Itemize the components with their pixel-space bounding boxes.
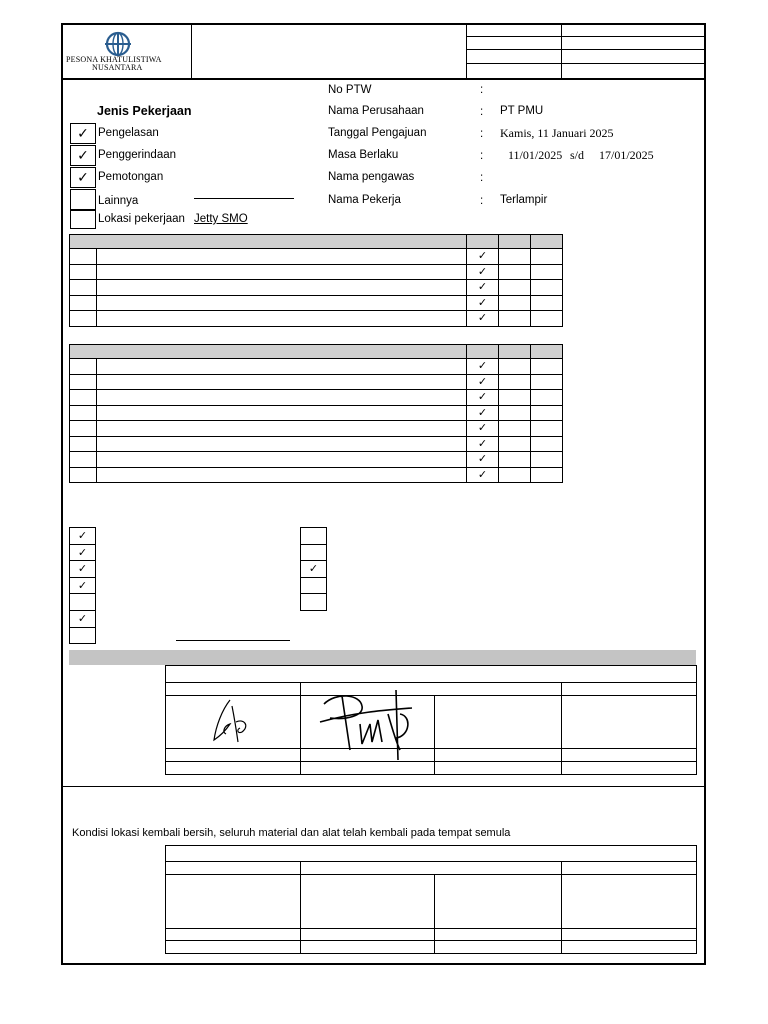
signature-2 [316,684,416,764]
row-check-cell[interactable] [531,452,563,468]
header-row-line-1 [466,36,706,37]
closing-signature-cell-3 [435,875,562,929]
row-number-cell [70,264,97,280]
pengawas-label: Nama pengawas [328,171,415,183]
row-check-cell[interactable]: ✓ [467,249,499,265]
row-check-cell[interactable] [531,467,563,483]
jenis-label-penggerindaan: Penggerindaan [98,149,177,161]
checkbox[interactable]: ✓ [300,560,327,578]
row-item-cell [97,452,467,468]
checkbox[interactable]: ✓ [69,610,96,628]
closing-title-cell [166,846,697,862]
closing-statement: Kondisi lokasi kembali bersih, seluruh material dan alat telah kembali pada tempat semula [72,827,511,839]
row-check-cell[interactable]: ✓ [467,421,499,437]
tanggal-label: Tanggal Pengajuan [328,127,427,139]
table-row [70,359,563,375]
row-item-cell [97,467,467,483]
logo-name-line1: PESONA KHATULISTIWA [66,55,162,64]
masa-from: 11/01/2025 [508,148,563,162]
row-number-cell [70,311,97,327]
row-item-cell [97,421,467,437]
table-row [70,436,563,452]
row-item-cell [97,280,467,296]
row-check-cell[interactable] [499,311,531,327]
signature-1 [208,696,258,748]
checkbox[interactable] [300,544,327,562]
closing-name-3 [435,929,562,941]
row-check-cell[interactable]: ✓ [467,311,499,327]
lokasi-label: Lokasi pekerjaan [98,213,185,225]
row-check-cell[interactable]: ✓ [467,264,499,280]
perusahaan-label: Nama Perusahaan [328,105,424,117]
pekerja-label: Nama Pekerja [328,194,401,206]
table-row [70,390,563,406]
approval-role-3 [562,683,697,696]
closing-signature-cell-2 [301,875,435,929]
checkbox[interactable] [300,577,327,595]
approval-title-cell [166,666,697,683]
table-row [70,405,563,421]
checklist-header-col [499,345,531,359]
approval-role-1 [166,683,301,696]
approval-date-1 [166,762,301,775]
pekerja-colon: : [480,195,484,207]
closing-signature-cell-1 [166,875,301,929]
row-check-cell[interactable] [499,280,531,296]
approval-band [69,650,696,665]
row-check-cell[interactable] [531,280,563,296]
checklist-header-col [531,235,563,249]
row-check-cell[interactable] [499,264,531,280]
row-check-cell[interactable]: ✓ [467,467,499,483]
masa-colon: : [480,150,484,162]
row-number-cell [70,405,97,421]
header-row-line-2 [466,49,706,50]
closing-name-2 [301,929,435,941]
closing-date-2 [301,941,435,954]
approval-date-3 [435,762,562,775]
lokasi-value: Jetty SMO [194,213,248,225]
closing-signature-cell-4 [562,875,697,929]
closing-role-1 [166,862,301,875]
header-divider-3 [561,23,562,78]
row-check-cell[interactable] [499,467,531,483]
jenis-pekerjaan-title: Jenis Pekerjaan [97,104,192,118]
row-check-cell[interactable] [531,405,563,421]
row-check-cell[interactable] [531,249,563,265]
table-row [70,295,563,311]
row-check-cell[interactable] [531,421,563,437]
header-bottom-line [61,78,706,80]
checkbox[interactable]: ✓ [69,527,96,545]
row-check-cell[interactable] [531,374,563,390]
closing-date-1 [166,941,301,954]
perusahaan-colon: : [480,106,484,118]
table-row [70,452,563,468]
row-number-cell [70,452,97,468]
form-frame [61,23,706,965]
row-number-cell [70,359,97,375]
checkbox[interactable] [69,593,96,611]
table-row [70,374,563,390]
checklist-table-2 [69,344,563,483]
table-row [70,264,563,280]
row-check-cell[interactable] [531,436,563,452]
row-check-cell[interactable] [499,249,531,265]
checkbox[interactable]: ✓ [69,577,96,595]
row-item-cell [97,390,467,406]
checklist-header-row [70,235,563,249]
row-check-cell[interactable] [499,295,531,311]
row-check-cell[interactable] [531,359,563,375]
checklist-table-1 [69,234,563,327]
table-row [70,311,563,327]
closing-role-2 [301,862,562,875]
checkbox-lokasi[interactable] [70,210,96,229]
row-check-cell[interactable]: ✓ [467,436,499,452]
approval-name-3 [435,749,562,762]
jenis-label-lainnya: Lainnya [98,195,139,207]
row-item-cell [97,249,467,265]
header-divider-1 [191,23,192,78]
row-check-cell[interactable] [531,390,563,406]
perusahaan-value: PT PMU [500,105,544,117]
row-check-cell[interactable]: ✓ [467,405,499,421]
signature-cell-3 [435,696,562,749]
header-divider-2 [466,23,467,78]
checklist-header-col [467,235,499,249]
row-number-cell [70,280,97,296]
checkbox[interactable]: ✓ [69,544,96,562]
row-check-cell[interactable]: ✓ [467,295,499,311]
checkbox[interactable] [69,627,96,645]
row-item-cell [97,436,467,452]
approval-name-1 [166,749,301,762]
approval-date-4 [562,762,697,775]
signature-cell-4 [562,696,697,749]
masa-label: Masa Berlaku [328,149,399,161]
checklist-header-col [499,235,531,249]
other-fill-line [176,640,290,641]
jenis-label-pemotongan: Pemotongan [98,171,164,183]
checkbox-lainnya[interactable] [70,189,96,210]
checkbox[interactable] [300,593,327,611]
row-check-cell[interactable]: ✓ [467,452,499,468]
pekerja-value: Terlampir [500,194,548,206]
row-item-cell [97,374,467,390]
masa-to: 17/01/2025 [599,148,654,162]
row-check-cell[interactable] [499,421,531,437]
closing-name-1 [166,929,301,941]
row-item-cell [97,311,467,327]
pengawas-colon: : [480,172,484,184]
checkbox[interactable] [300,527,327,545]
table-row [70,467,563,483]
row-number-cell [70,436,97,452]
checkbox-penggerindaan[interactable]: ✓ [70,145,96,166]
row-item-cell [97,264,467,280]
table-row [70,421,563,437]
checklist-header-item [70,235,467,249]
row-check-cell[interactable] [531,311,563,327]
row-number-cell [70,249,97,265]
closing-date-4 [562,941,697,954]
row-check-cell[interactable] [499,405,531,421]
closing-name-4 [562,929,697,941]
row-check-cell[interactable] [531,264,563,280]
closing-divider [61,786,706,787]
checklist-header-col [467,345,499,359]
masa-sep: s/d [570,148,585,162]
row-check-cell[interactable] [499,452,531,468]
row-item-cell [97,405,467,421]
closing-date-3 [435,941,562,954]
checkbox-pengelasan[interactable]: ✓ [70,123,96,144]
row-item-cell [97,295,467,311]
row-check-cell[interactable]: ✓ [467,359,499,375]
no-ptw-colon: : [480,84,484,96]
row-check-cell[interactable] [499,374,531,390]
row-number-cell [70,421,97,437]
checklist-header-col [531,345,563,359]
approval-name-4 [562,749,697,762]
row-check-cell[interactable]: ✓ [467,280,499,296]
company-logo-icon [103,31,133,57]
row-number-cell [70,390,97,406]
row-number-cell [70,295,97,311]
logo-name-line2: NUSANTARA [92,63,143,72]
header-row-line-3 [466,63,706,64]
closing-role-3 [562,862,697,875]
tanggal-colon: : [480,128,484,140]
lainnya-fill-line [194,198,294,199]
checklist-header-item [70,345,467,359]
row-check-cell[interactable] [499,436,531,452]
table-row [70,280,563,296]
no-ptw-label: No PTW [328,84,372,96]
jenis-label-pengelasan: Pengelasan [98,127,159,139]
row-check-cell[interactable] [499,390,531,406]
table-row [70,249,563,265]
row-number-cell [70,374,97,390]
row-item-cell [97,359,467,375]
checklist-header-row [70,345,563,359]
checkbox-pemotongan[interactable]: ✓ [70,167,96,188]
row-check-cell[interactable]: ✓ [467,390,499,406]
row-number-cell [70,467,97,483]
checkbox[interactable]: ✓ [69,560,96,578]
row-check-cell[interactable]: ✓ [467,374,499,390]
tanggal-value: Kamis, 11 Januari 2025 [500,126,614,140]
row-check-cell[interactable] [531,295,563,311]
closing-signature-table [165,845,697,954]
row-check-cell[interactable] [499,359,531,375]
